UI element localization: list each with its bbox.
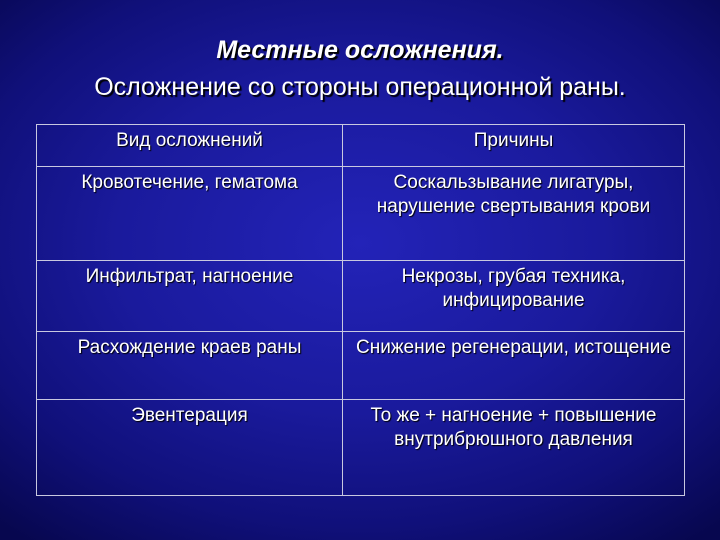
cause-cell: Соскальзывание лигатуры, нарушение свертывания крови [343, 167, 685, 261]
slide-subtitle: Осложнение со стороны операционной раны. [94, 73, 626, 101]
header-complication-type: Вид осложнений [37, 125, 343, 167]
complication-cell: Инфильтрат, нагноение [37, 261, 343, 332]
table-header-row [37, 125, 685, 167]
cause-cell: Снижение регенерации, истощение [343, 332, 685, 400]
cause-cell: То же + нагноение + повышение внутрибрюшного давления [343, 400, 685, 496]
table-row [37, 332, 685, 400]
header-causes: Причины [343, 125, 685, 167]
cause-cell: Некрозы, грубая техника, инфицирование [343, 261, 685, 332]
complication-cell: Расхождение краев раны [37, 332, 343, 400]
slide-title: Местные осложнения. [216, 36, 504, 64]
complication-cell: Кровотечение, гематома [37, 167, 343, 261]
complication-cell: Эвентерация [37, 400, 343, 496]
table-row [37, 167, 685, 261]
table-row [37, 261, 685, 332]
table-row [37, 400, 685, 496]
complications-table [36, 124, 685, 496]
